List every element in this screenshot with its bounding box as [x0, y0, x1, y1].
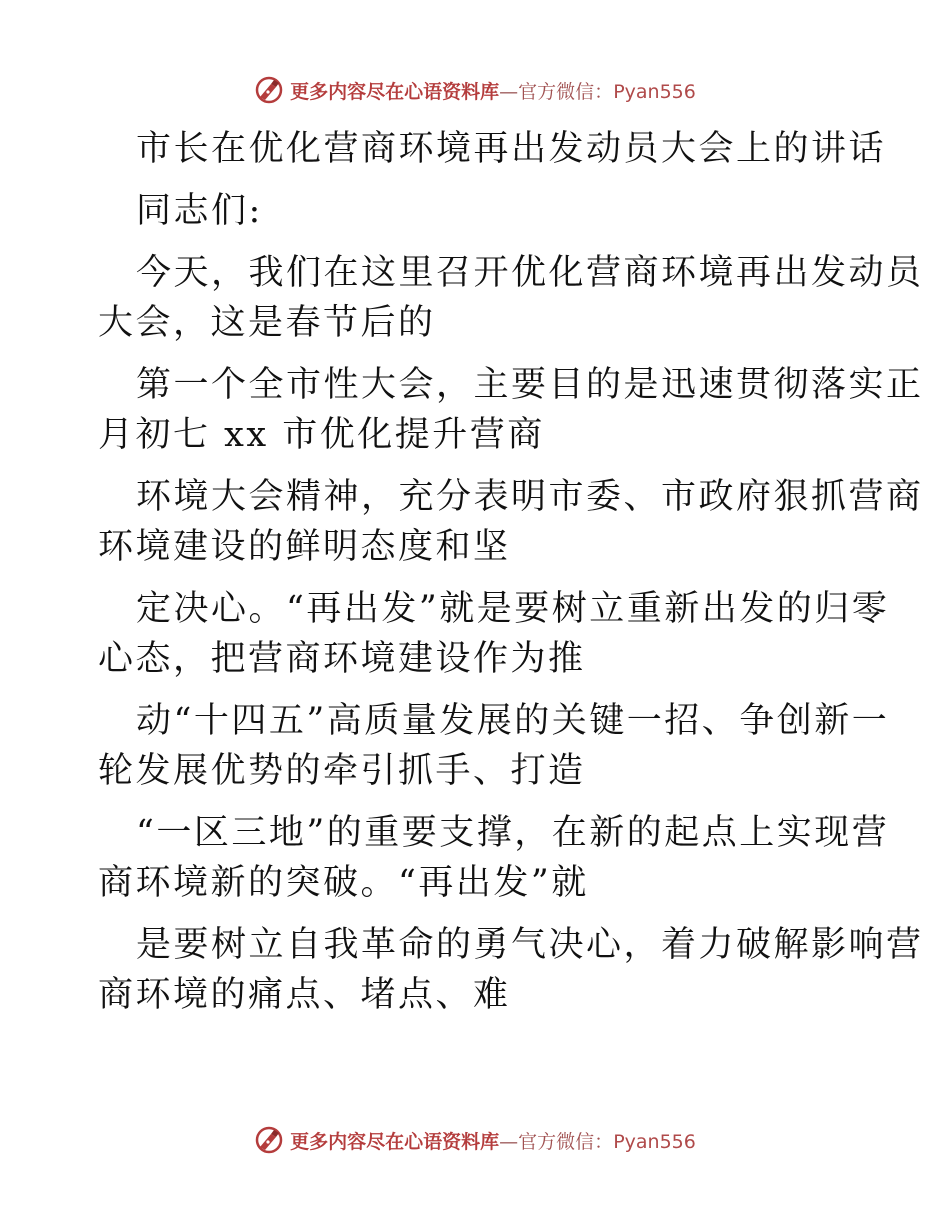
watermark-wechat-id: Pyan556 [613, 1130, 696, 1153]
paragraph-line: 环境大会精神，充分表明市委、市政府狠抓营商 [136, 477, 924, 517]
pen-nib-circle-icon [254, 1125, 284, 1155]
watermark-wechat-id: Pyan556 [613, 80, 696, 103]
document-title: 市长在优化营商环境再出发动员大会上的讲话 [136, 129, 887, 169]
paragraph-line: 第一个全市性大会，主要目的是迅速贯彻落实正 [136, 365, 924, 405]
header-watermark [0, 72, 950, 108]
pen-nib-circle-icon [254, 75, 284, 105]
document-body [98, 124, 924, 1020]
watermark-separator: — [499, 1130, 519, 1153]
paragraph-line: 商环境新的突破。“再出发”就 [98, 863, 589, 903]
watermark-wechat-label: 官方微信： [518, 80, 614, 103]
watermark-wechat-label: 官方微信： [518, 1130, 614, 1153]
paragraph-line: “一区三地”的重要支撑，在新的起点上实现营 [136, 813, 890, 853]
paragraph-line: 是要树立自我革命的勇气决心，着力破解影响营 [136, 925, 924, 965]
paragraph-line: 商环境的痛点、堵点、难 [98, 975, 511, 1015]
paragraph-line: 动“十四五”高质量发展的关键一招、争创新一 [136, 701, 890, 741]
paragraph-line: 月初七 xx 市优化提升营商 [98, 415, 545, 455]
paragraph-line: 心态，把营商环境建设作为推 [98, 639, 586, 679]
footer-watermark [0, 1122, 950, 1158]
paragraph-line: 今天，我们在这里召开优化营商环境再出发动员 [136, 253, 924, 293]
paragraph-line: 定决心。“再出发”就是要树立重新出发的归零 [136, 589, 890, 629]
salutation: 同志们: [136, 191, 263, 231]
watermark-separator: — [499, 80, 519, 103]
paragraph-line: 环境建设的鲜明态度和坚 [98, 527, 511, 567]
watermark-text [290, 77, 696, 104]
watermark-main: 更多内容尽在心语资料库 [290, 80, 500, 103]
watermark-text [290, 1127, 696, 1154]
watermark-main: 更多内容尽在心语资料库 [290, 1130, 500, 1153]
paragraph-line: 轮发展优势的牵引抓手、打造 [98, 751, 586, 791]
paragraph-line: 大会，这是春节后的 [98, 303, 436, 343]
